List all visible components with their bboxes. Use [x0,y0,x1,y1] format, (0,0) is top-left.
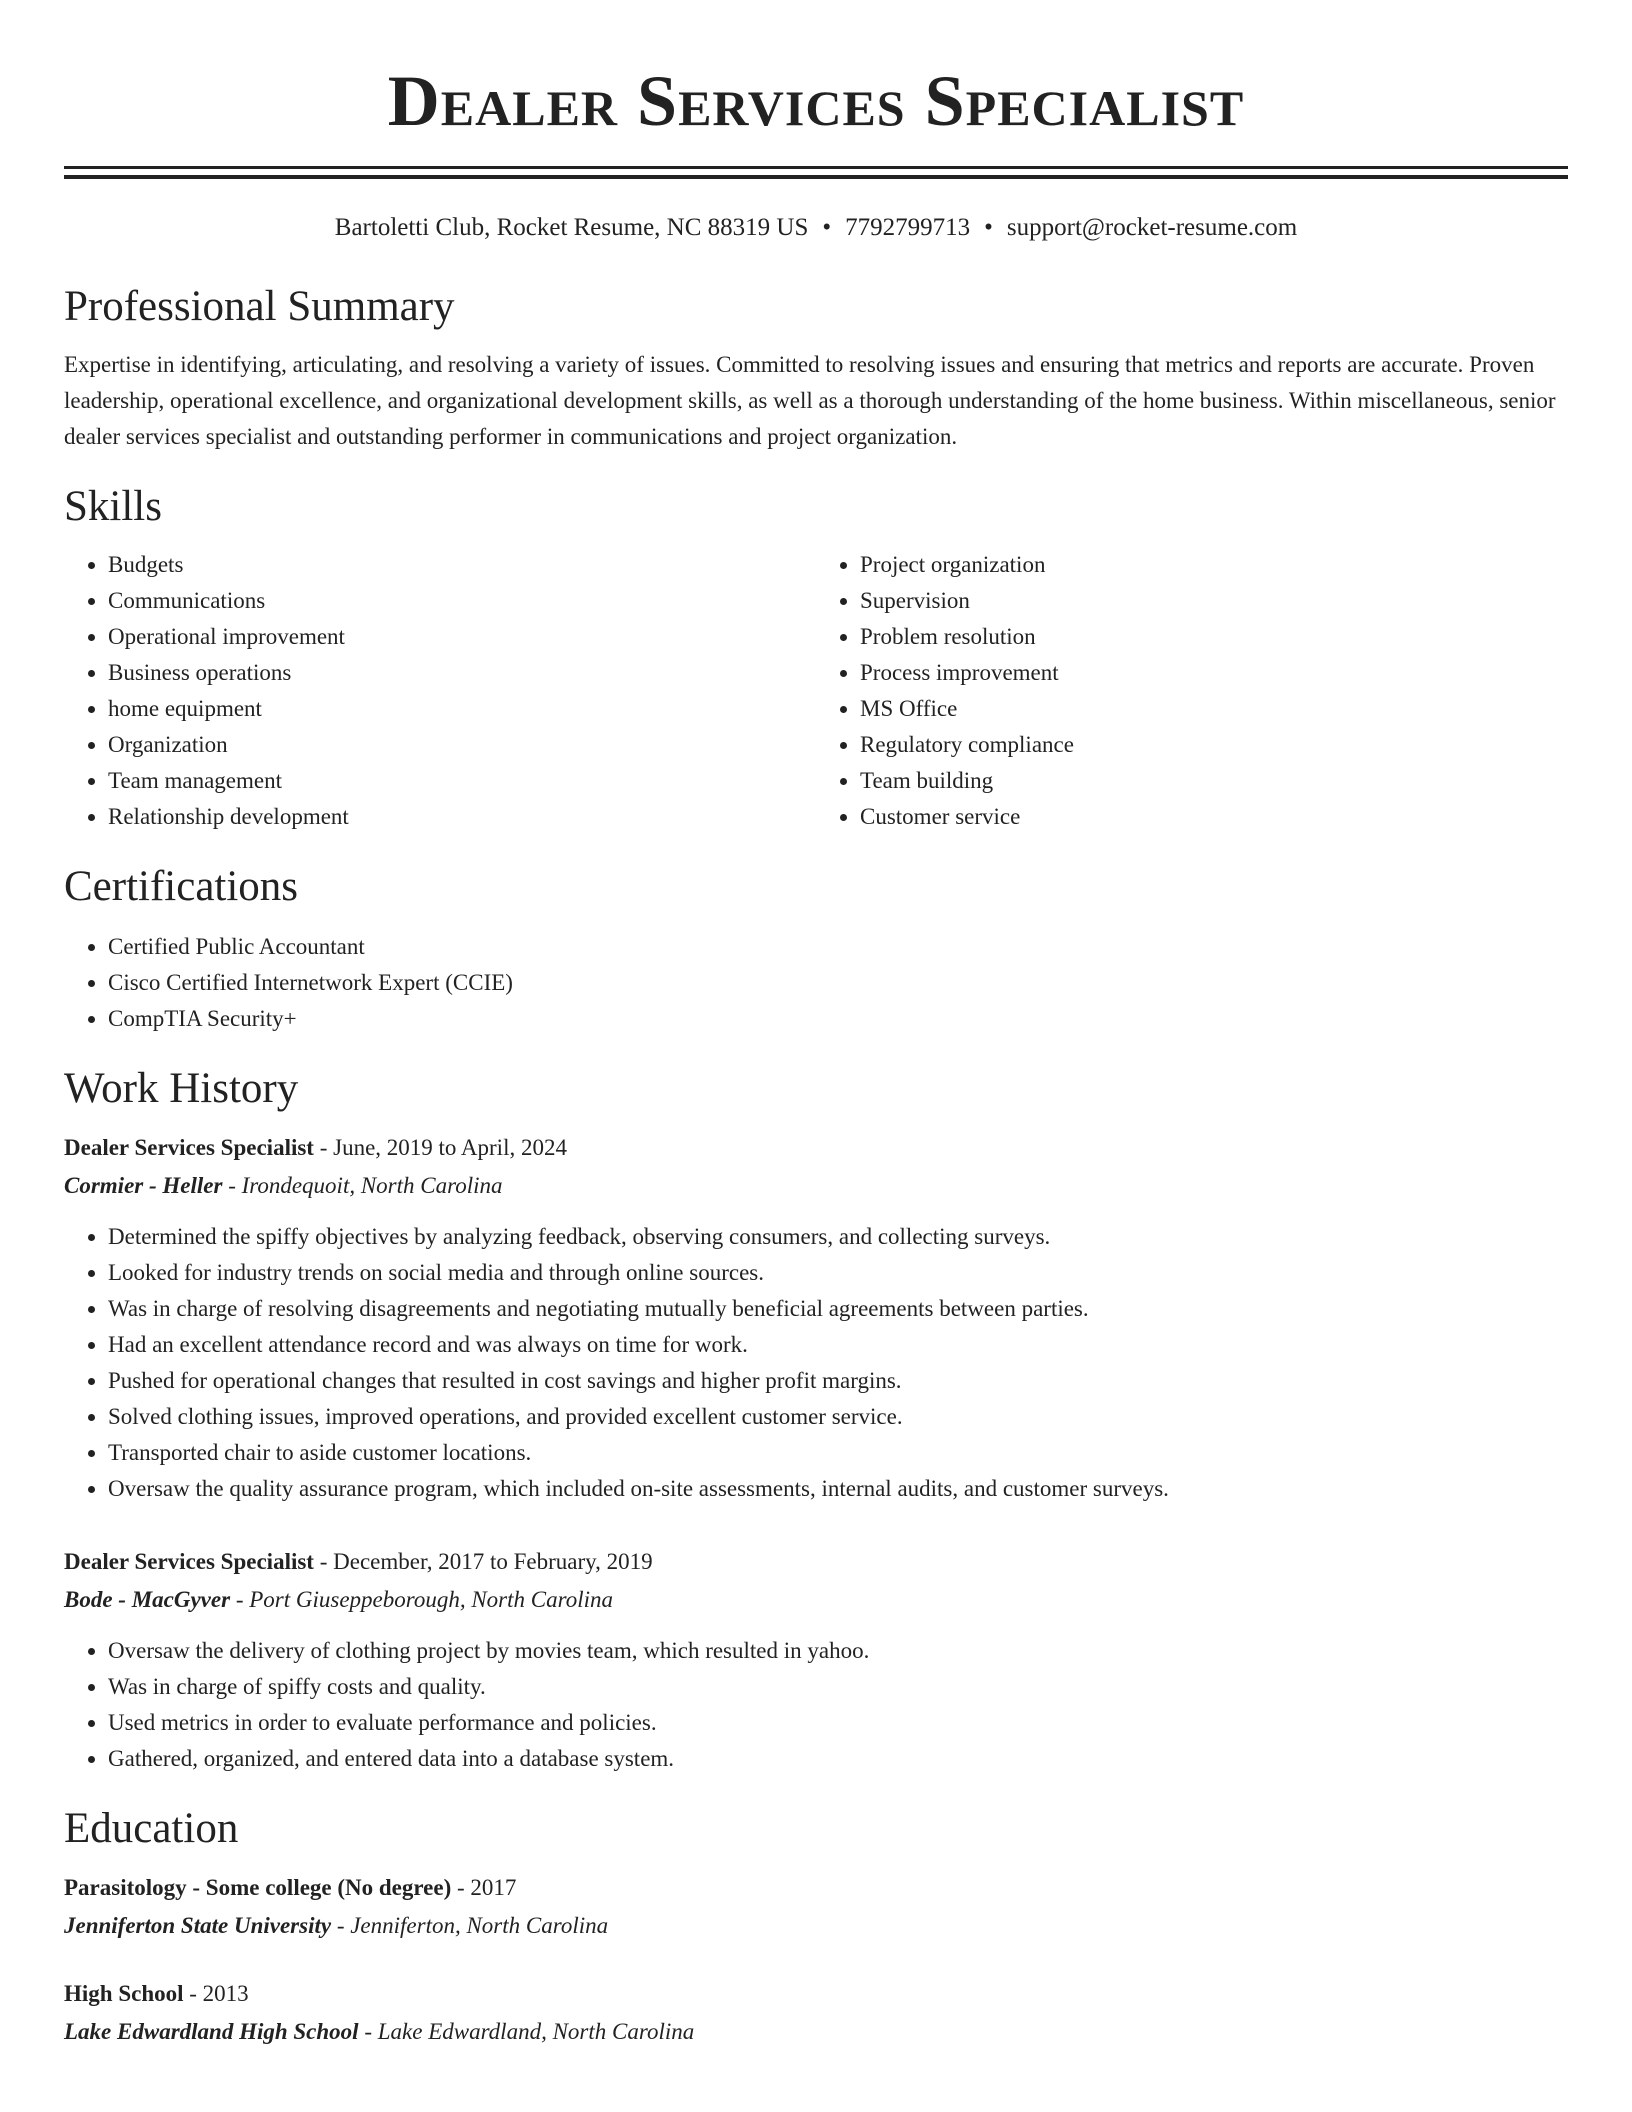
skill-item: • Regulatory compliance [860,727,1568,763]
job-bullet: • Oversaw the delivery of clothing project by movies team, which resulted in yahoo. [108,1633,1568,1669]
job-location: - Irondequoit, North Carolina [222,1173,503,1198]
contact-separator: • [822,214,832,241]
skills-heading: Skills [64,483,162,530]
job-dates: - June, 2019 to April, 2024 [313,1135,567,1160]
degree-name: High School [64,1981,184,2006]
skill-item: • Relationship development [108,799,816,835]
skills-column-right [816,547,1568,835]
skill-item: • Process improvement [860,655,1568,691]
contact-line [64,213,1568,243]
job-bullets [64,1633,1568,1777]
job-dates: - December, 2017 to February, 2019 [313,1549,653,1574]
education-heading: Education [64,1805,239,1852]
job-bullet: • Was in charge of spiffy costs and quality. [108,1669,1568,1705]
job-bullet: • Oversaw the quality assurance program, which included on-site assessments, internal audits, and customer surveys. [108,1471,1568,1507]
contact-separator: • [984,214,993,241]
job-location: - Port Giuseppeborough, North Carolina [230,1587,613,1612]
job-bullet: • Transported chair to aside customer locations. [108,1435,1568,1471]
title-rule-top [64,166,1568,169]
title-rule-bottom [64,175,1568,179]
school-location: - Lake Edwardland, North Carolina [358,2019,695,2044]
job-bullet: • Gathered, organized, and entered data into a database system. [108,1741,1568,1777]
skill-item: • Organization [108,727,816,763]
education-entry [64,1975,1568,2051]
school-name: Jenniferton State University [64,1913,332,1938]
skill-item: • Project organization [860,547,1568,583]
job-employer: Cormier - Heller [64,1173,223,1198]
certifications-heading: Certifications [64,863,299,910]
job-employer: Bode - MacGyver [64,1587,231,1612]
skill-item: • Supervision [860,583,1568,619]
skill-item: • MS Office [860,691,1568,727]
school-line [64,2013,1568,2051]
certification-item: • Cisco Certified Internetwork Expert (CCIE) [108,965,1568,1001]
skills-list [64,547,1568,835]
job-bullet: • Was in charge of resolving disagreements and negotiating mutually beneficial agreements between parties. [108,1291,1568,1327]
skills-column-left [64,547,816,835]
job-bullet: • Pushed for operational changes that resulted in cost savings and higher profit margins. [108,1363,1568,1399]
skill-item: • Communications [108,583,816,619]
resume-title: Dealer Services Specialist [387,61,1245,141]
skill-item: • Team management [108,763,816,799]
certification-item: • Certified Public Accountant [108,929,1568,965]
job-bullet: • Determined the spiffy objectives by analyzing feedback, observing consumers, and collecting surveys. [108,1219,1568,1255]
job-title: Dealer Services Specialist [64,1135,314,1160]
summary-text: Expertise in identifying, articulating, and resolving a variety of issues. Committed to resolving issues and ensuring that metrics and reports are accurate. Proven leadership, operational excellence, and organizational development skills, as well as a thorough understanding of the home business. Within miscellaneous, senior dealer services specialist and outstanding performer in communications and project organization. [64,352,1556,449]
certification-item: • CompTIA Security+ [108,1001,1568,1037]
job-entry [64,1129,1568,1507]
job-employer-line [64,1167,1568,1205]
degree-line [64,1869,1568,1907]
school-name: Lake Edwardland High School [64,2019,359,2044]
job-bullets [64,1219,1568,1507]
contact-address: Bartoletti Club, Rocket Resume, NC 88319 US [334,214,809,241]
job-title: Dealer Services Specialist [64,1549,314,1574]
skill-item: • Business operations [108,655,816,691]
work-history-heading: Work History [64,1065,299,1112]
job-employer-line [64,1581,1568,1619]
education-entry [64,1869,1568,1945]
job-bullet: • Solved clothing issues, improved operations, and provided excellent customer service. [108,1399,1568,1435]
skill-item: • Budgets [108,547,816,583]
degree-year: - 2017 [451,1875,517,1900]
skill-item: • Operational improvement [108,619,816,655]
job-title-line [64,1543,1568,1581]
degree-name: Parasitology - Some college (No degree) [64,1875,452,1900]
job-bullet: • Looked for industry trends on social media and through online sources. [108,1255,1568,1291]
summary-heading: Professional Summary [64,283,455,330]
job-bullet: • Had an excellent attendance record and was always on time for work. [108,1327,1568,1363]
skill-item: • Problem resolution [860,619,1568,655]
skill-item: • Team building [860,763,1568,799]
skill-item: • home equipment [108,691,816,727]
certifications-list [64,929,1568,1037]
degree-line [64,1975,1568,2013]
degree-year: - 2013 [183,1981,249,2006]
contact-phone: 7792799713 [845,214,971,241]
contact-email: support@rocket-resume.com [1006,214,1298,241]
school-location: - Jenniferton, North Carolina [331,1913,609,1938]
job-entry [64,1543,1568,1777]
skill-item: • Customer service [860,799,1568,835]
school-line [64,1907,1568,1945]
job-title-line [64,1129,1568,1167]
job-bullet: • Used metrics in order to evaluate performance and policies. [108,1705,1568,1741]
